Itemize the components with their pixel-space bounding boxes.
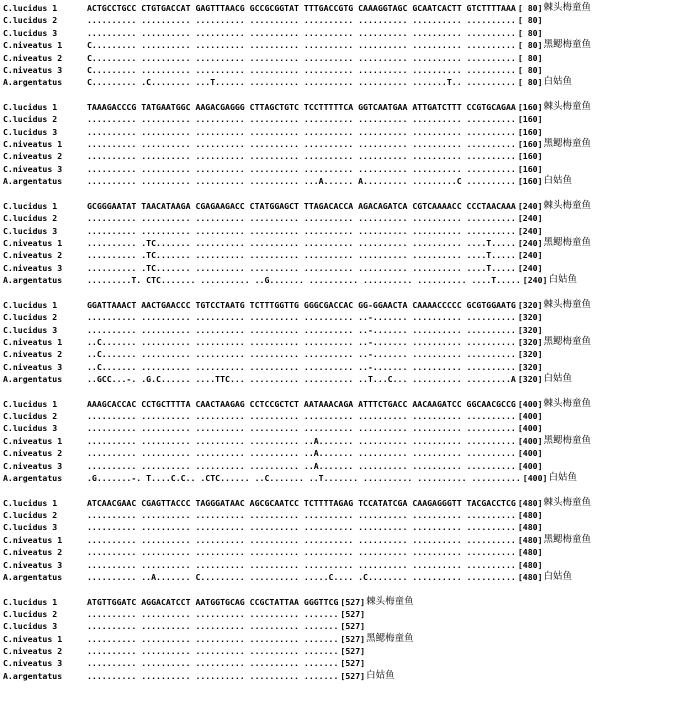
position-marker: [ 80] (517, 27, 543, 38)
alignment-row (3, 559, 700, 571)
alignment-row (3, 52, 700, 64)
sequence-name: C.niveatus 3 (3, 64, 63, 75)
alignment-row (3, 324, 700, 336)
position-marker: [320] (517, 336, 543, 347)
sequence-name: C.niveatus 2 (3, 151, 63, 162)
sequence-residues: ATCAACGAAC CGAGTTACCC TAGGGATAAC AGCGCAATCC TCTTTTAGAG TCCATATCGA CAAGAGGGTT TACGACCTCG (87, 497, 516, 508)
sequence-residues: .......... .......... .......... .......... ....... (87, 646, 339, 657)
sequence-name: C.niveatus 1 (3, 139, 63, 150)
sequence-residues: .......... .......... .......... .......... ..A....... .......... .......... .......... (87, 435, 516, 446)
position-marker: [400] (517, 435, 543, 446)
species-label: 白姑鱼 (548, 274, 577, 286)
sequence-residues: .......... .TC....... .......... .......... .......... .......... .......... ....T..... (87, 238, 516, 249)
sequence-name: C.lucidus 1 (3, 101, 58, 112)
alignment-row (3, 472, 700, 484)
alignment-row (3, 373, 700, 385)
sequence-residues: .......... .......... .......... .......... ....... (87, 608, 339, 619)
alignment-row (3, 361, 700, 373)
sequence-residues: AAAGCACCAC CCTGCTTTTA CAACTAAGAG CCTCCGCTCT AATAAACAGA ATTTCTGACC AACAAGATCC GGCAACGCCG (87, 398, 516, 409)
species-label: 黑鳃梅童鱼 (543, 335, 592, 347)
sequence-residues: .......... .......... .......... .......... .......... .......... .......... .......... (87, 27, 516, 38)
alignment-row (3, 14, 700, 26)
alignment-row (3, 596, 700, 608)
alignment-row (3, 348, 700, 360)
position-marker: [527] (340, 596, 366, 607)
sequence-name: A.argentatus (3, 77, 63, 88)
sequence-name: C.lucidus 1 (3, 3, 58, 13)
sequence-name: C.niveatus 1 (3, 336, 63, 347)
species-label: 黑鳃梅童鱼 (543, 533, 592, 545)
sequence-residues: .......... .......... .......... .......... .......... .......... .......... .......... (87, 510, 516, 520)
position-marker: [240] (517, 250, 543, 261)
alignment-row (3, 76, 700, 88)
sequence-residues: .......... ..A....... C......... .......... .....C.... .C........ .......... .......... (87, 571, 516, 582)
position-marker: [240] (517, 225, 543, 236)
sequence-name: C.lucidus 3 (3, 27, 58, 38)
position-marker: [400] (517, 448, 543, 459)
sequence-name: C.niveatus 3 (3, 658, 63, 669)
sequence-residues: .......... .......... .......... .......... ....... (87, 633, 339, 644)
position-marker: [480] (517, 522, 543, 533)
sequence-residues: .......... .......... .......... .......... .......... .......... .......... .......... (87, 547, 516, 558)
species-label: 黑鳃梅童鱼 (366, 632, 414, 644)
position-marker: [160] (517, 163, 543, 174)
alignment-block (3, 101, 700, 188)
sequence-residues: .......... .......... .......... .......... ..A....... .......... .......... .......... (87, 448, 516, 459)
alignment-row (3, 237, 700, 249)
alignment-block (3, 398, 700, 485)
sequence-residues: .......... .TC....... .......... .......... .......... .......... .......... ....T..... (87, 262, 516, 273)
sequence-residues: .........T. CTC....... .......... ..G....... .......... .......... .......... ....T..... (87, 275, 521, 286)
position-marker: [400] (517, 423, 543, 434)
sequence-name: C.lucidus 3 (3, 225, 58, 236)
sequence-residues: C......... .......... .......... .......... .......... .......... .......... .......... (87, 40, 516, 51)
alignment-row (3, 138, 700, 150)
position-marker: [320] (517, 374, 543, 385)
sequence-name: A.argentatus (3, 275, 63, 286)
sequence-residues: .......... .......... .......... .......... ....... (87, 670, 339, 681)
position-marker: [ 80] (517, 52, 543, 63)
position-marker: [320] (517, 312, 543, 323)
alignment-row (3, 249, 700, 261)
position-marker: [527] (340, 658, 366, 669)
sequence-residues: .......... .......... .......... .......... ....... (87, 621, 339, 632)
alignment-row (3, 163, 700, 175)
position-marker: [240] (517, 200, 543, 211)
sequence-residues: .......... .......... .......... .......... .......... .......... .......... .......... (87, 114, 516, 125)
sequence-name: C.niveatus 1 (3, 40, 63, 51)
position-marker: [160] (517, 114, 543, 125)
position-marker: [400] (517, 460, 543, 471)
sequence-name: C.niveatus 3 (3, 460, 63, 471)
species-label: 黑鳃梅童鱼 (543, 39, 592, 51)
alignment-block (3, 200, 700, 287)
position-marker: [480] (517, 497, 543, 508)
sequence-residues: .......... .......... .......... .......... .......... .......... .......... .......... (87, 126, 516, 137)
position-marker: [527] (340, 608, 366, 619)
sequence-residues: .......... .......... .......... .......... .......... .......... .......... .......... (87, 423, 516, 434)
alignment-row (3, 150, 700, 162)
alignment-row (3, 571, 700, 583)
sequence-residues: ..C....... .......... .......... .......... .......... ..-....... .......... .......... (87, 361, 516, 372)
position-marker: [ 80] (517, 77, 543, 88)
sequence-name: C.niveatus 1 (3, 633, 63, 644)
species-label: 黑鳃梅童鱼 (543, 138, 592, 150)
alignment-row (3, 101, 700, 113)
alignment-row (3, 670, 700, 682)
position-marker: [160] (517, 101, 543, 112)
sequence-name: C.niveatus 1 (3, 238, 63, 249)
alignment-row (3, 633, 700, 645)
sequence-alignment (3, 2, 700, 694)
position-marker: [320] (517, 324, 543, 335)
alignment-row (3, 620, 700, 632)
species-label: 白姑鱼 (543, 175, 573, 187)
position-marker: [160] (517, 139, 543, 150)
sequence-residues: C......... .......... .......... .......... .......... .......... .......... .......... (87, 52, 516, 63)
sequence-name: C.niveatus 2 (3, 646, 63, 657)
sequence-name: C.lucidus 1 (3, 299, 58, 310)
sequence-name: C.lucidus 2 (3, 312, 58, 323)
sequence-name: C.lucidus 2 (3, 213, 58, 224)
alignment-row (3, 410, 700, 422)
sequence-name: C.lucidus 1 (3, 398, 58, 409)
alignment-row (3, 175, 700, 187)
alignment-row (3, 2, 700, 14)
sequence-name: C.niveatus 1 (3, 435, 63, 446)
sequence-residues: .......... .......... .......... .......... .......... .......... .......... .......... (87, 151, 516, 162)
position-marker: [400] (522, 473, 548, 484)
species-label: 棘头梅童鱼 (543, 496, 592, 508)
sequence-residues: TAAAGACCCG TATGAATGGC AAGACGAGGG CTTAGCTGTC TCCTTTTTCA GGTCAATGAA ATTGATCTTT CCGTGCAGAA (87, 101, 516, 112)
alignment-row (3, 39, 700, 51)
alignment-row (3, 200, 700, 212)
position-marker: [320] (517, 361, 543, 372)
alignment-row (3, 262, 700, 274)
sequence-residues: ..C....... .......... .......... .......... .......... ..-....... .......... .......... (87, 336, 516, 347)
sequence-residues: .......... .......... .......... .......... .......... .......... .......... .......... (87, 213, 516, 224)
sequence-name: C.lucidus 1 (3, 200, 58, 211)
sequence-name: C.niveatus 3 (3, 262, 63, 273)
species-label: 棘头梅童鱼 (543, 2, 592, 13)
alignment-row (3, 546, 700, 558)
position-marker: [240] (517, 238, 543, 249)
sequence-name: C.niveatus 2 (3, 448, 63, 459)
sequence-name: C.lucidus 2 (3, 411, 58, 422)
sequence-residues: ATGTTGGATC AGGACATCCT AATGGTGCAG CCGCTATTAA GGGTTCG (87, 596, 339, 607)
sequence-name: C.lucidus 3 (3, 324, 58, 335)
sequence-name: C.lucidus 3 (3, 126, 58, 137)
alignment-row (3, 113, 700, 125)
species-label: 棘头梅童鱼 (543, 397, 592, 409)
position-marker: [320] (517, 299, 543, 310)
sequence-name: C.lucidus 2 (3, 114, 58, 125)
sequence-residues: .......... .......... .......... .......... .......... .......... .......... .......... (87, 225, 516, 236)
species-label: 白姑鱼 (543, 373, 573, 385)
sequence-residues: ..GCC...-. .G.C...... ....TTC... .......... .......... ..T...C... .......... .........A (87, 374, 516, 385)
alignment-row (3, 398, 700, 410)
position-marker: [240] (517, 213, 543, 224)
sequence-residues: GGATTAAACT AACTGAACCC TGTCCTAATG TCTTTGGTTG GGGCGACCAC GG-GGAACTA CAAAACCCCC GCGTGGAATG (87, 299, 516, 310)
position-marker: [527] (340, 646, 366, 657)
sequence-residues: .......... .......... .......... .......... ...A...... A......... .........C .......... (87, 176, 516, 187)
alignment-row (3, 299, 700, 311)
species-label: 黑鳃梅童鱼 (543, 434, 592, 446)
alignment-row (3, 534, 700, 546)
species-label: 白姑鱼 (543, 76, 573, 88)
sequence-residues: .......... .......... .......... .......... .......... ..-....... .......... .......... (87, 312, 516, 323)
alignment-row (3, 212, 700, 224)
sequence-residues: .......... .......... .......... .......... .......... .......... .......... .......... (87, 411, 516, 422)
sequence-residues: C......... .......... .......... .......... .......... .......... .......... .......... (87, 64, 516, 75)
sequence-name: C.lucidus 2 (3, 608, 58, 619)
alignment-row (3, 645, 700, 657)
species-label: 棘头梅童鱼 (543, 199, 592, 211)
sequence-name: A.argentatus (3, 176, 63, 187)
sequence-name: C.niveatus 2 (3, 250, 63, 261)
sequence-residues: .......... .......... .......... .......... .......... .......... .......... .......... (87, 559, 516, 570)
alignment-row (3, 657, 700, 669)
position-marker: [480] (517, 547, 543, 558)
sequence-name: C.lucidus 1 (3, 596, 58, 607)
sequence-residues: .......... .......... .......... .......... .......... .......... .......... .......... (87, 139, 516, 150)
sequence-name: C.niveatus 1 (3, 534, 63, 545)
alignment-row (3, 336, 700, 348)
alignment-row (3, 27, 700, 39)
position-marker: [480] (517, 534, 543, 545)
position-marker: [480] (517, 571, 543, 582)
position-marker: [240] (517, 262, 543, 273)
sequence-residues: .G.......-. T....C.C.. .CTC...... ..C....... ..T....... .......... .......... .......... (87, 473, 521, 484)
species-label: 白姑鱼 (548, 472, 577, 484)
sequence-name: A.argentatus (3, 473, 63, 484)
position-marker: [527] (340, 633, 366, 644)
sequence-name: C.lucidus 3 (3, 621, 58, 632)
sequence-residues: .......... .......... .......... .......... .......... ..-....... .......... .......... (87, 324, 516, 335)
sequence-residues: .......... .TC....... .......... .......... .......... .......... .......... ....T..... (87, 250, 516, 261)
sequence-name: A.argentatus (3, 571, 63, 582)
alignment-row (3, 509, 700, 521)
alignment-row (3, 435, 700, 447)
position-marker: [320] (517, 349, 543, 360)
alignment-block (3, 497, 700, 584)
sequence-name: C.lucidus 3 (3, 423, 58, 434)
species-label: 棘头梅童鱼 (543, 100, 592, 112)
sequence-name: C.niveatus 3 (3, 361, 63, 372)
sequence-residues: .......... .......... .......... .......... .......... .......... .......... .......... (87, 15, 516, 26)
position-marker: [527] (340, 670, 366, 681)
sequence-name: C.niveatus 3 (3, 559, 63, 570)
sequence-name: A.argentatus (3, 670, 63, 681)
alignment-row (3, 225, 700, 237)
sequence-residues: C......... .C........ ...T...... .......... .......... .......... .......T.. .......... (87, 77, 516, 88)
sequence-name: C.niveatus 2 (3, 52, 63, 63)
position-marker: [160] (517, 126, 543, 137)
species-label: 黑鳃梅童鱼 (543, 237, 592, 249)
alignment-row (3, 460, 700, 472)
sequence-residues: GCGGGAATAT TAACATAAGA CGAGAAGACC CTATGGAGCT TTAGACACCA AGACAGATCA CGTCAAAACC CCCTAACAAA (87, 200, 516, 211)
alignment-row (3, 311, 700, 323)
position-marker: [400] (517, 411, 543, 422)
sequence-name: C.lucidus 3 (3, 522, 58, 533)
position-marker: [ 80] (517, 64, 543, 75)
position-marker: [160] (517, 176, 543, 187)
alignment-block (3, 299, 700, 386)
position-marker: [160] (517, 151, 543, 162)
sequence-residues: ACTGCCTGCC CTGTGACCAT GAGTTTAACG GCCGCGGTAT TTTGACCGTG CAAAGGTAGC GCAATCACTT GTCTTTTAAA (87, 3, 516, 13)
alignment-row (3, 422, 700, 434)
sequence-name: C.niveatus 2 (3, 547, 63, 558)
species-label: 棘头梅童鱼 (366, 595, 414, 607)
species-label: 白姑鱼 (543, 570, 573, 582)
sequence-name: C.lucidus 1 (3, 497, 58, 508)
alignment-row (3, 497, 700, 509)
alignment-row (3, 274, 700, 286)
alignment-block (3, 596, 700, 683)
alignment-row (3, 521, 700, 533)
species-label: 棘头梅童鱼 (543, 298, 592, 310)
position-marker: [240] (522, 275, 548, 286)
alignment-block (3, 2, 700, 89)
position-marker: [400] (517, 398, 543, 409)
position-marker: [ 80] (517, 15, 543, 26)
species-label: 白姑鱼 (366, 669, 395, 681)
alignment-row (3, 447, 700, 459)
alignment-row (3, 126, 700, 138)
position-marker: [480] (517, 510, 543, 520)
alignment-row (3, 608, 700, 620)
sequence-residues: .......... .......... .......... .......... .......... .......... .......... .......... (87, 163, 516, 174)
sequence-residues: .......... .......... .......... .......... .......... .......... .......... .......... (87, 534, 516, 545)
sequence-residues: .......... .......... .......... .......... ..A....... .......... .......... .......... (87, 460, 516, 471)
sequence-residues: .......... .......... .......... .......... .......... .......... .......... .......... (87, 522, 516, 533)
position-marker: [480] (517, 559, 543, 570)
sequence-residues: .......... .......... .......... .......... ....... (87, 658, 339, 669)
position-marker: [ 80] (517, 3, 543, 13)
position-marker: [527] (340, 621, 366, 632)
sequence-name: C.lucidus 2 (3, 510, 58, 520)
position-marker: [ 80] (517, 40, 543, 51)
sequence-name: C.niveatus 3 (3, 163, 63, 174)
sequence-name: C.niveatus 2 (3, 349, 63, 360)
alignment-row (3, 64, 700, 76)
sequence-residues: ..C....... .......... .......... .......... .......... ..-....... .......... .......... (87, 349, 516, 360)
sequence-name: A.argentatus (3, 374, 63, 385)
sequence-name: C.lucidus 2 (3, 15, 58, 26)
